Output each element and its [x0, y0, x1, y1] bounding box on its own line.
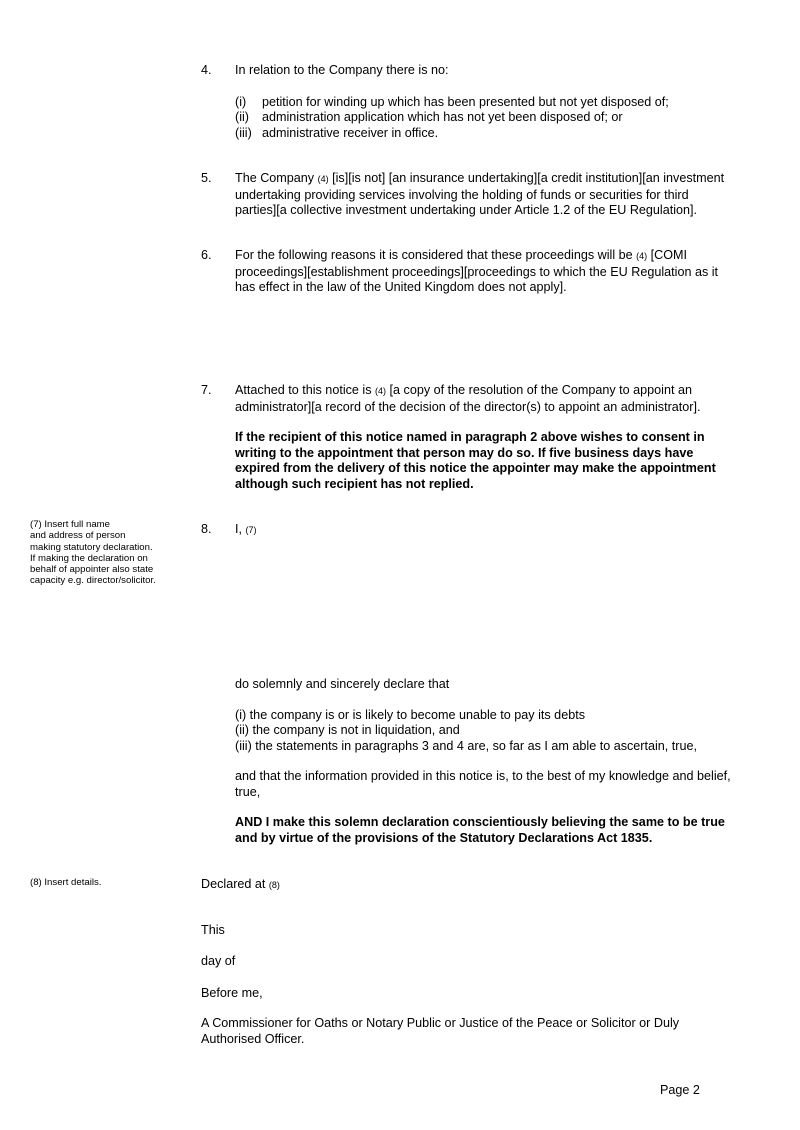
list-item: (i) the company is or is likely to become unable to pay its debts — [235, 707, 585, 722]
paragraph-4-number: 4. — [201, 63, 212, 77]
paragraph-7: Attached to this notice is (4) [a copy of the resolution of the Company to appoint an administrator][a record of the decision of the director(s) to appoint an administrator]. If the recipient of this notice named in paragraph 2 above wishes to consent in writing to the appointment that person may do so. If five business days have expired from the delivery of this notice the appointer may make the appointment although such recipient has not replied. — [235, 383, 775, 492]
list-item: (i) petition for winding up which has been presented but not yet disposed of; — [235, 94, 669, 109]
paragraph-5-number: 5. — [201, 171, 212, 185]
consent-notice: If the recipient of this notice named in paragraph 2 above wishes to consent in writing to the appointment that person may do so. If five business days have expired from the delivery of this notice the appointer may make the appointment although such recipient has not replied. — [235, 430, 716, 491]
margin-note-7: (7) Insert full name and address of person making statutory declaration. If making the declaration on behalf of appointer also state capacity e.g. director/solicitor. — [30, 519, 156, 587]
list-item: (iii) the statements in paragraphs 3 and 4 are, so far as I am able to ascertain, true, — [235, 738, 698, 753]
paragraph-8-intro: I, (7) — [235, 522, 257, 536]
this-line: This — [201, 923, 225, 937]
paragraph-4 — [235, 63, 775, 141]
paragraph-8-number: 8. — [201, 522, 212, 536]
before-me-line: Before me, — [201, 986, 263, 1000]
paragraph-7-number: 7. — [201, 383, 212, 397]
footnote-ref: (7) — [245, 525, 257, 535]
margin-note-8: (8) Insert details. — [30, 877, 102, 888]
paragraph-6: For the following reasons it is considered that these proceedings will be (4) [COMI proceedings][establishment proceedings][proceedings to which the EU Regulation as it has effect in the law of the United Kingdom does not apply]. — [235, 248, 719, 294]
declaration-list — [235, 708, 775, 755]
list-item: (ii) the company is not in liquidation, and — [235, 723, 460, 737]
footnote-ref: (4) — [375, 386, 387, 396]
paragraph-8-declaration: do solemnly and sincerely declare that (i) the company is or is likely to become unable to pay its debts (ii) the company is not in liquidation, and (iii) the statements in paragraphs 3 and 4 are, so far as I am able to ascertain, true, and that the information provided in this notice is, to the best of my knowledge and belief, true, AND I make this solemn declaration conscientiously believing the same to be true and by virtue of the provisions of the Statutory Declarations Act 1835. — [235, 677, 775, 846]
day-of-line: day of — [201, 954, 236, 968]
declared-at: Declared at (8) — [201, 877, 280, 891]
paragraph-5: The Company (4) [is][is not] [an insurance undertaking][a credit institution][an investment undertaking providing services involving the holding of funds or securities for third parties][a collective investment undertaking under Article 1.2 of the EU Regulation]. — [235, 171, 725, 217]
list-item: (ii) administration application which has not yet been disposed of; or — [235, 110, 623, 124]
information-statement: and that the information provided in this notice is, to the best of my knowledge and belief, true, — [235, 769, 731, 799]
footnote-ref: (8) — [268, 880, 280, 890]
footnote-ref: (4) — [636, 251, 648, 261]
commissioner-text: A Commissioner for Oaths or Notary Public or Justice of the Peace or Solicitor or Duly Authorised Officer. — [201, 1016, 680, 1046]
paragraph-6-number: 6. — [201, 248, 212, 262]
page-number: Page 2 — [660, 1083, 700, 1097]
solemn-declaration: AND I make this solemn declaration conscientiously believing the same to be true and by virtue of the provisions of the Statutory Declarations Act 1835. — [235, 815, 725, 845]
paragraph-4-list — [235, 95, 775, 142]
footnote-ref: (4) — [317, 174, 329, 184]
list-item: (iii) administrative receiver in office. — [235, 125, 439, 140]
paragraph-4-intro: In relation to the Company there is no: — [235, 63, 449, 77]
